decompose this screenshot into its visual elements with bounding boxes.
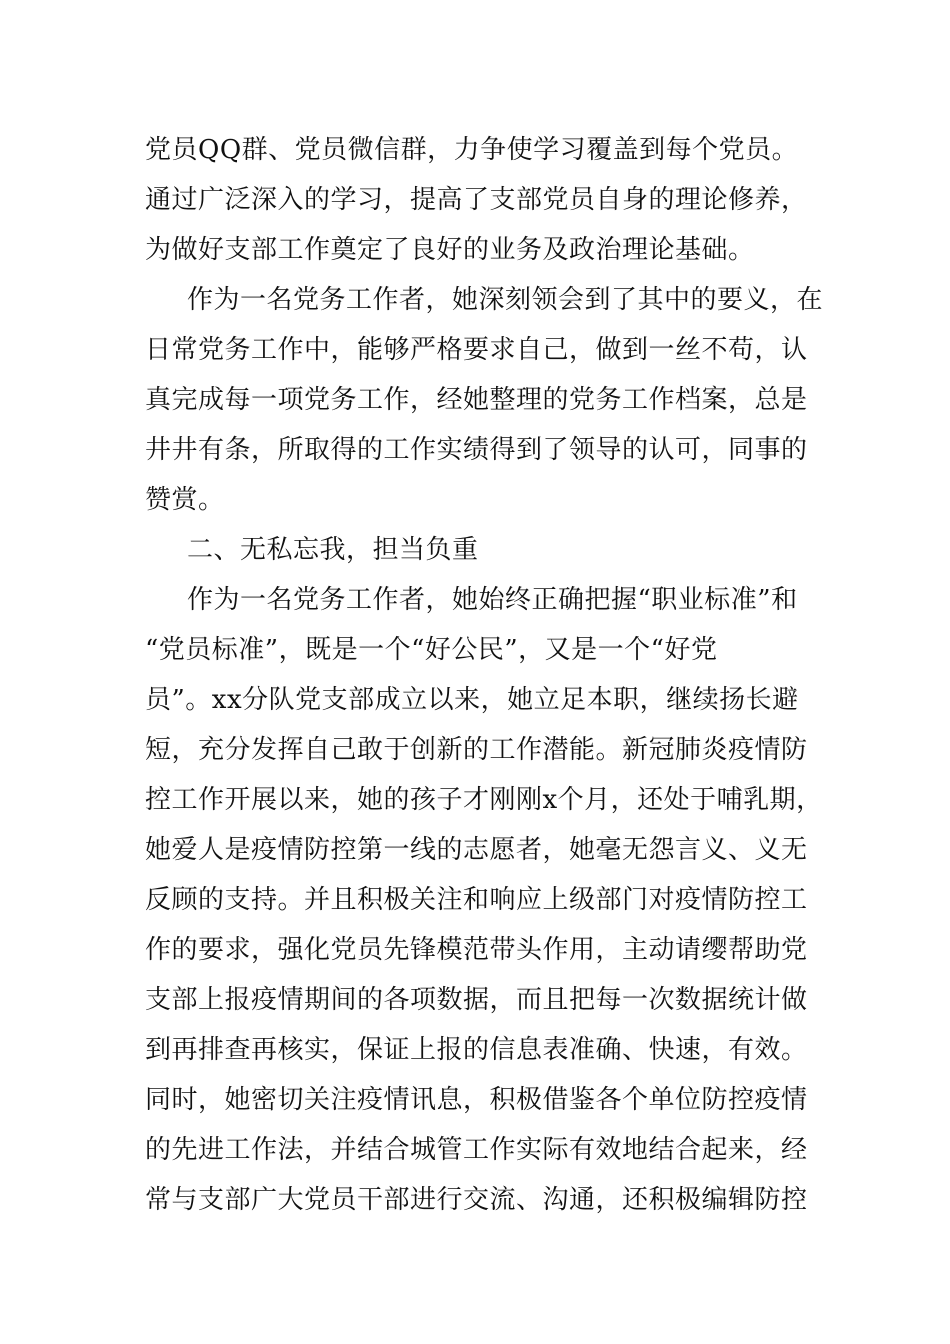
- text-line: 反顾的支持。并且积极关注和响应上级部门对疫情防控工: [145, 885, 808, 915]
- text-line: 短，充分发挥自己敢于创新的工作潜能。新冠肺炎疫情防: [145, 735, 808, 765]
- text-line: 的先进工作法，并结合城管工作实际有效地结合起来，经: [145, 1135, 808, 1165]
- text-line: 支部上报疫情期间的各项数据，而且把每一次数据统计做: [145, 985, 808, 1015]
- text-line: 真完成每一项党务工作，经她整理的党务工作档案，总是: [145, 385, 808, 415]
- text-line: 井井有条，所取得的工作实绩得到了领导的认可，同事的: [145, 435, 808, 465]
- text-line: 员”。xx分队党支部成立以来，她立足本职，继续扬长避: [145, 685, 799, 715]
- text-line: 她爱人是疫情防控第一线的志愿者，她毫无怨言义、义无: [145, 835, 808, 865]
- text-line: “党员标准”，既是一个“好公民”，又是一个“好党: [145, 635, 718, 665]
- text-line: 日常党务工作中，能够严格要求自己，做到一丝不苟，认: [145, 335, 808, 365]
- text-line: 同时，她密切关注疫情讯息，积极借鉴各个单位防控疫情: [145, 1085, 808, 1115]
- text-line: 赞赏。: [145, 485, 225, 515]
- text-line: 常与支部广大党员干部进行交流、沟通，还积极编辑防控: [145, 1185, 808, 1215]
- paragraph-start-line: 作为一名党务工作者，她始终正确把握“职业标准”和: [187, 585, 798, 615]
- text-line: 为做好支部工作奠定了良好的业务及政治理论基础。: [145, 235, 755, 265]
- section-heading: 二、无私忘我，担当负重: [187, 535, 479, 565]
- text-line: 通过广泛深入的学习，提高了支部党员自身的理论修养，: [145, 185, 808, 215]
- paragraph-start-line: 作为一名党务工作者，她深刻领会到了其中的要义，在: [187, 285, 824, 315]
- text-line: 党员QQ群、党员微信群，力争使学习覆盖到每个党员。: [145, 135, 799, 165]
- text-line: 作的要求，强化党员先锋模范带头作用，主动请缨帮助党: [145, 935, 808, 965]
- text-line: 到再排查再核实，保证上报的信息表准确、快速，有效。: [145, 1035, 808, 1065]
- text-line: 控工作开展以来，她的孩子才刚刚x个月，还处于哺乳期，: [145, 785, 823, 815]
